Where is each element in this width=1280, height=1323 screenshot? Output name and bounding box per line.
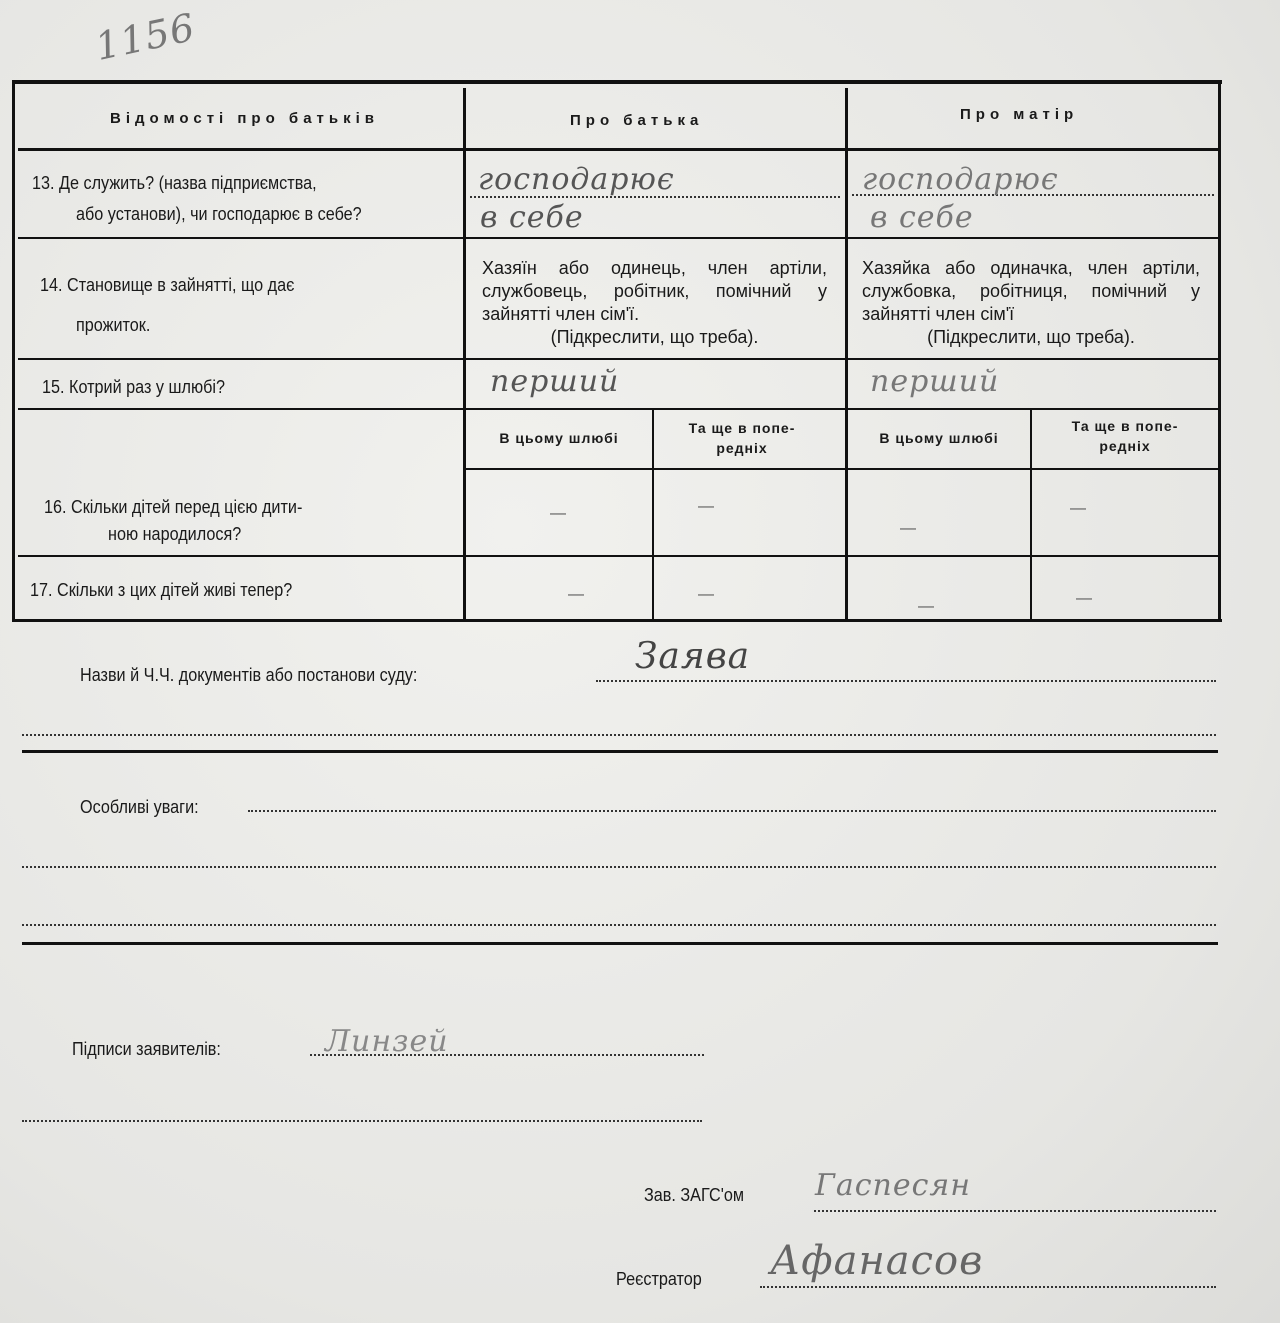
q16-value-2: — bbox=[698, 498, 714, 515]
q17-value-3: — bbox=[918, 598, 934, 615]
q13-father-answer-1: господарює bbox=[478, 162, 675, 197]
q16-label-1: 16. Скільки дітей перед цією дити- bbox=[44, 497, 303, 517]
q16-mother-previous: Та ще в попе- редніх bbox=[1071, 418, 1179, 454]
q13-label-1: 13. Де служить? (назва підприємства, bbox=[32, 173, 317, 193]
q15-label: 15. Котрий раз у шлюбі? bbox=[42, 377, 225, 397]
q17-value-1: — bbox=[568, 586, 584, 603]
q16-father-this-marriage: В цьому шлюбі bbox=[499, 430, 619, 446]
q13-mother-answer-1: господарює bbox=[862, 162, 1059, 197]
q14-father-note: (Підкреслити, що треба). bbox=[550, 327, 759, 347]
q13-father-answer-2: в себе bbox=[480, 200, 584, 235]
applicants-label: Підписи заявителів: bbox=[72, 1039, 221, 1059]
q17-label: 17. Скільки з цих дітей живі тепер? bbox=[30, 580, 293, 600]
q16-value-1: — bbox=[550, 505, 566, 522]
q14-father-options: Хазяїн або одинець, член артіли, службовець, робітник, помічний у зайнятті член сім'ї. bbox=[482, 258, 827, 324]
head-label: Зав. ЗАГС'ом bbox=[644, 1185, 744, 1205]
remarks-label: Особливі уваги: bbox=[80, 797, 199, 817]
q16-label-2: ною народилося? bbox=[108, 524, 242, 544]
q17-value-2: — bbox=[698, 586, 714, 603]
head-signature: Гаспесян bbox=[815, 1168, 972, 1203]
header-mother: Про матір bbox=[960, 106, 1079, 123]
q14-label-1: 14. Становище в зайнятті, що дає bbox=[40, 275, 295, 295]
registrar-signature: Афанасов bbox=[770, 1238, 984, 1284]
documents-label: Назви й Ч.Ч. документів або постанови суду: bbox=[80, 665, 418, 685]
q16-father-previous: Та ще в попе- редніх bbox=[688, 420, 796, 456]
q14-mother-note: (Підкреслити, що треба). bbox=[927, 327, 1135, 347]
q15-father-answer: перший bbox=[490, 364, 620, 399]
q17-value-4: — bbox=[1076, 590, 1092, 607]
q13-mother-answer-2: в себе bbox=[870, 200, 974, 235]
applicants-signature: Линзей bbox=[325, 1024, 449, 1059]
q13-label-2: або установи), чи господарює в себе? bbox=[76, 204, 362, 224]
q16-value-3: — bbox=[900, 520, 916, 537]
q14-mother-options: Хазяйка або одиначка, член артіли, службовка, робітниця, помічний у зайнятті член сім'ї bbox=[862, 258, 1200, 324]
registrar-label: Реєстратор bbox=[616, 1269, 702, 1289]
q14-label-2: прожиток. bbox=[76, 315, 151, 335]
q16-value-4: — bbox=[1070, 500, 1086, 517]
header-parents-info: Відомості про батьків bbox=[110, 110, 379, 127]
q15-mother-answer: перший bbox=[870, 364, 1000, 399]
handwritten-page-number: 1156 bbox=[91, 5, 200, 69]
header-father: Про батька bbox=[570, 112, 704, 129]
q16-mother-this-marriage: В цьому шлюбі bbox=[879, 430, 999, 446]
documents-value: Заява bbox=[635, 636, 751, 677]
